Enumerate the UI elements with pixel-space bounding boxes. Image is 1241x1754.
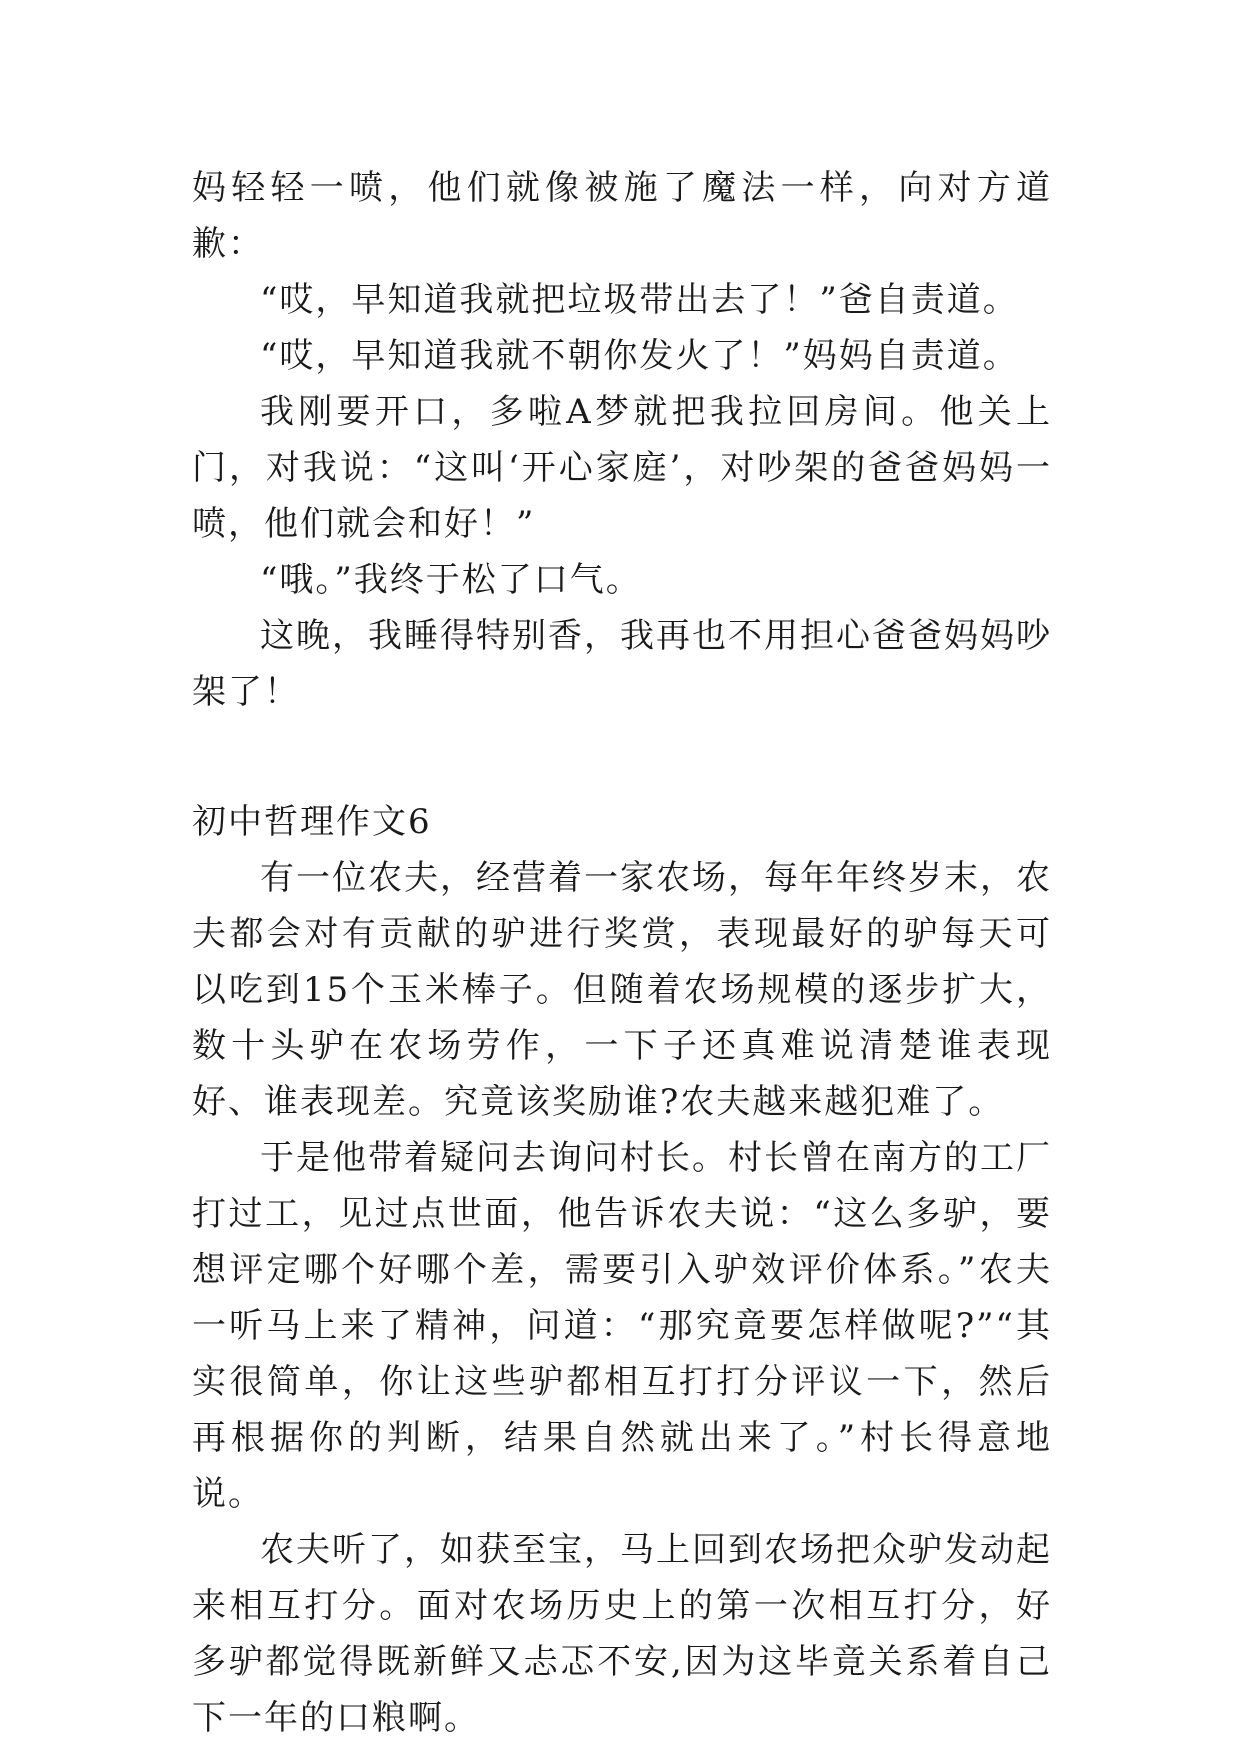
paragraph-continuation: 妈轻轻一喷，他们就像被施了魔法一样，向对方道歉： — [192, 168, 1052, 264]
document-page — [192, 160, 1052, 1746]
paragraph-village-head: 于是他带着疑问去询问村长。村长曾在南方的工厂打过工，见过点世面，他告诉农夫说：“这么多驴，要想评定哪个好哪个差，需要引入驴效评价体系。”农夫一听马上来了精神，问道：“那究竟要怎样做呢?”“其实很简单，你让这些驴都相互打打分评议一下，然后再根据你的判断，结果自然就出来了。”村长得意地说。 — [192, 1138, 1052, 1514]
paragraph-mom-quote: “哎，早知道我就不朝你发火了！”妈妈自责道。 — [260, 336, 1019, 376]
paragraph-ending: 这晚，我睡得特别香，我再也不用担心爸爸妈妈吵架了！ — [192, 616, 1052, 712]
paragraph-doraemon: 我刚要开口，多啦A梦就把我拉回房间。他关上门，对我说：“这叫‘开心家庭’，对吵架的爸爸妈妈一喷，他们就会和好！” — [192, 392, 1052, 544]
paragraph-dad-quote: “哎，早知道我就把垃圾带出去了！”爸自责道。 — [260, 280, 1019, 320]
essay-title: 初中哲理作文6 — [192, 802, 432, 842]
paragraph-scoring: 农夫听了，如获至宝，马上回到农场把众驴发动起来相互打分。面对农场历史上的第一次相互打分，好多驴都觉得既新鲜又忐忑不安,因为这毕竟关系着自己下一年的口粮啊。 — [192, 1530, 1052, 1738]
paragraph-relief: “哦。”我终于松了口气。 — [260, 560, 642, 600]
paragraph-farmer-intro: 有一位农夫，经营着一家农场，每年年终岁末，农夫都会对有贡献的驴进行奖赏，表现最好的驴每天可以吃到15个玉米棒子。但随着农场规模的逐步扩大，数十头驴在农场劳作，一下子还真难说清楚谁表现好、谁表现差。究竟该奖励谁?农夫越来越犯难了。 — [192, 858, 1052, 1122]
